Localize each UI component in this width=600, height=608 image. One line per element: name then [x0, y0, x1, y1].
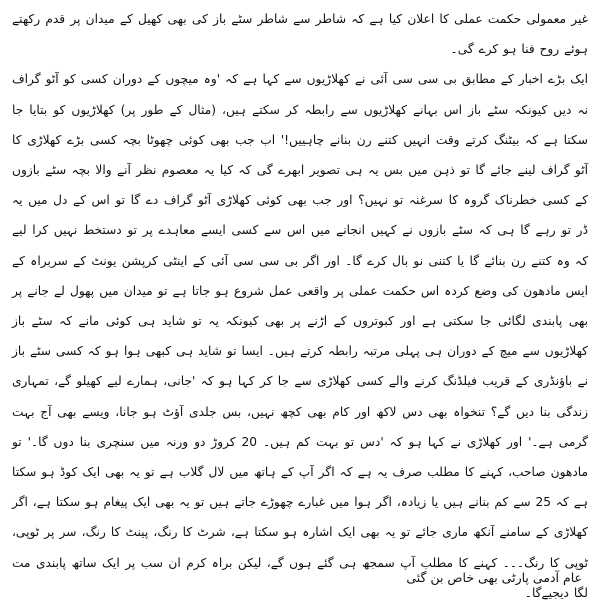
article-paragraph-intro: غیر معمولی حکمت عملی کا اعلان کیا ہے کہ شاطر سے شاطر سٹے باز کی بھی کھیل کے میدان پر قدم رکھتے ہوئے روح فنا ہو کرے گی۔: [12, 12, 588, 57]
article-paragraph-main: ایک بڑے اخبار کے مطابق بی سی سی آئی نے کھلاڑیوں سے کہا ہے کہ 'وہ میچوں کے دوران کسی کو آٹو گراف نہ دیں کیونکہ سٹے باز اس بہانے کھلاڑیوں سے رابطہ کر سکتے ہیں، (مثال کے طور پر) کھلاڑیوں کو بتایا جا سکتا ہے کہ بیٹنگ کرتے وقت انہیں کتنے رن بنانے چاہییں!' اب جب بھی کوئی چھوٹا بچہ کسی بڑے کھلاڑی کا آٹو گراف لینے جائے گا تو ذہن میں بس یہ ہی تصویر ابھرے گی کہ کیا یہ معصوم نظر آنے والا بچہ سٹے بازوں کے کسی خطرناک گروہ کا سرغنہ تو نہیں؟ اور جب بھی کوئی کھلاڑی آٹو گراف دے گا تو اس کے دل میں یہ ڈر تو رہے گا ہی کہ سٹے بازوں نے کہیں انجانے میں اس سے کسی ایسے معاہدے پر تو دستخط نہیں کرا لیے کہ وہ کتنے رن بنائے گا یا کتنی نو بال کرے گا۔ اور اگر بی سی سی آئی کے اینٹی کرپشن یونٹ کے سربراہ کے ایس مادھون کی وضع کردہ اس حکمت عملی پر واقعی عمل شروع ہو جاتا ہے تو میدان میں پھول لے جانے پر بھی پابندی لگائی جا سکتی ہے اور کبوتروں کے اڑنے پر بھی کیونکہ یہ تو شاید ہی کوئی مانے کہ سٹے باز کھلاڑیوں سے میچ کے دوران ہی پہلی مرتبہ رابطہ کرتے ہیں۔ ایسا تو شاید ہی کبھی ہوا ہو کہ کسی سٹے باز نے باؤنڈری کے قریب فیلڈنگ کرنے والے کسی کھلاڑی سے جا کر کہا ہو کہ 'جانی، ہمارے لیے کھیلو گے، تمہاری زندگی بنا دیں گے؟ تنخواہ بھی دس لاکھ اور کام بھی کچھ نہیں، بس جلدی آؤٹ ہو جانا، ویسے بھی آج بہت گرمی ہے۔' اور کھلاڑی نے کہا ہو کہ 'دس تو بہت کم ہیں۔ 20 کروڑ دو ورنہ میں سنچری بنا دوں گا۔' تو مادھون صاحب، کہنے کا مطلب صرف یہ ہے کہ اگر آپ کے ہاتھ میں لال گلاب ہے تو یہ بھی ایک کوڈ ہو سکتا ہے کہ 25 سے کم بنانے ہیں یا زیادہ، اگر ہوا میں غبارے چھوڑے جاتے ہیں تو یہ بھی ایک پیغام ہو سکتا ہے، اگر کھلاڑی کے سامنے آنکھ ماری جائے تو یہ بھی ایک اشارہ ہو سکتا ہے، شرٹ کا رنگ، پینٹ کا رنگ، سر پر ٹوپی، ٹوپی کا رنگ۔۔۔ کہنے کا مطلب آپ سمجھ ہی گئے ہوں گے، لیکن براہ کرم ان سب پر ایک ساتھ پابندی مت لگا دیجیےگا۔: [12, 72, 588, 600]
next-article-caption: عام آدمی پارٹی بھی خاص بن گئی: [406, 570, 582, 585]
